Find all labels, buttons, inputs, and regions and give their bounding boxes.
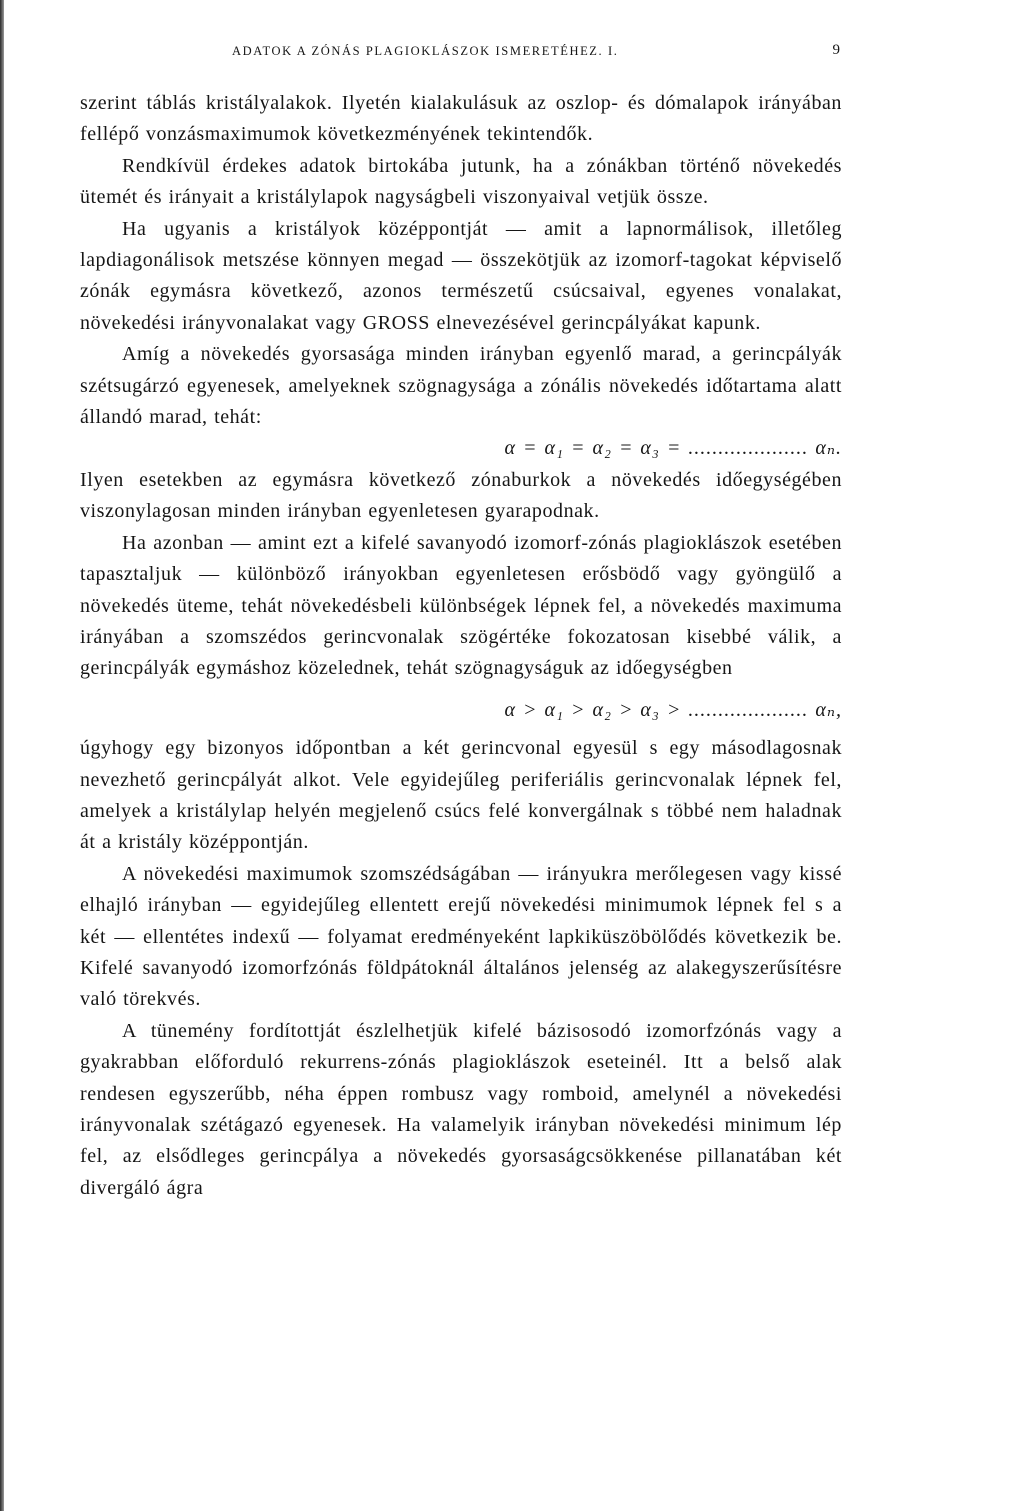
body-text [80, 88, 842, 1204]
paragraph-7: úgyhogy egy bizonyos időpontban a két gerincvonal egyesül s egy másodlagosnak nevezhető gerincpályát alkot. Vele egyidejűleg periferiális gerincvonalak lépnek fel, amelyek a kristálylap helyén megjelenő csúcs felé konvergálnak s többé nem haladnak át a kristály középpontján. [80, 737, 842, 854]
paragraph-2: Rendkívül érdekes adatok birtokába jutunk, ha a zónákban történő növekedés ütemét és irányait a kristálylapok nagyságbeli viszonyaival vetjük össze. [80, 154, 842, 209]
page-header [232, 44, 840, 66]
paragraph-3: Ha ugyanis a kristályok középpontját — amit a lapnormálisok, illetőleg lapdiagonálisok metszése könnyen megad — összekötjük az izomorf-tagokat képviselő zónák egymásra következő, azonos természetű csúcsaival, egyenes vonalakat, növekedési irányvonalakat vagy GROSS elnevezésével gerincpályákat kapunk. [80, 217, 842, 334]
running-title: ADATOK A ZÓNÁS PLAGIOKLÁSZOK ISMERETÉHEZ. I. [232, 44, 619, 58]
page-left-edge-shadow [0, 0, 4, 1511]
equation-equal-angles: α = α₁ = α₂ = α₃ = .................... αₙ. [504, 437, 842, 460]
paragraph-9: A tünemény fordítottját észlelhetjük kifelé bázisosodó izomorfzónás vagy a gyakrabban előforduló rekurrens-zónás plagioklászok eseteinél. Itt a belső alak rendesen egyszerűbb, néha éppen rombusz vagy romboid, amelynél a növekedési irányvonalak szétágazó egyenesek. Ha valamelyik irányban növekedési minimum lép fel, az elsődleges gerincpálya a növekedés gyorsaságcsökkenése pillanatában két divergáló ágra [80, 1019, 842, 1199]
paragraph-1: szerint táblás kristályalakok. Ilyetén kialakulásuk az oszlop- és dómalapok irányában fellépő vonzásmaximumok következményének tekintendők. [80, 92, 842, 146]
page-number: 9 [832, 42, 840, 58]
paragraph-5: Ilyen esetekben az egymásra következő zónaburkok a növekedés időegységében viszonylagosan minden irányban egyenletesen gyarapodnak. [80, 468, 842, 523]
equation-decreasing-angles: α > α₁ > α₂ > α₃ > .................... αₙ, [504, 698, 842, 721]
paragraph-8: A növekedési maximumok szomszédságában — irányukra merőlegesen vagy kissé elhajló irányban — egyidejűleg ellentett erejű növekedési minimumok lépnek fel s a két — ellentétes indexű — folyamat eredményeként lapkiküszöbölődés következik be. Kifelé savanyodó izomorfzónás földpátoknál általános jelenség az alakegyszerűsítésre való törekvés. [80, 862, 842, 1011]
paragraph-4: Amíg a növekedés gyorsasága minden irányban egyenlő marad, a gerincpályák szétsugárzó egyenesek, amelyeknek szögnagysága a zónális növekedés időtartama alatt állandó marad, tehát: [80, 343, 842, 429]
paragraph-6: Ha azonban — amint ezt a kifelé savanyodó izomorf-zónás plagioklászok esetében tapasztaljuk — különböző irányokban egyenletesen erősbödő vagy gyöngülő a növekedés üteme, tehát növekedésbeli különbségek lépnek fel, a növekedés maximuma irányában a szomszédos gerincvonalak szögértéke fokozatosan kisebbé válik, a gerincpályák egymáshoz közelednek, tehát szögnagyságuk az időegységben [80, 531, 842, 680]
